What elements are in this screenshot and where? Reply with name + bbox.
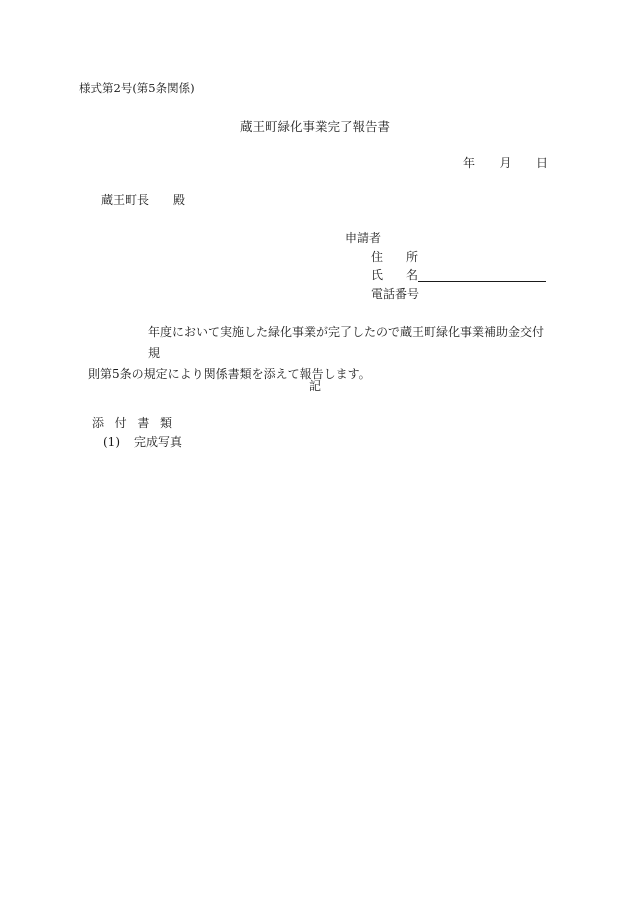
address-label-char-2: 所 (405, 250, 418, 264)
addressee-name: 蔵王町長 (101, 193, 150, 207)
document-title: 蔵王町緑化事業完了報告書 (239, 119, 390, 134)
name-field (371, 269, 546, 282)
report-body-line-1: 年度において実施した緑化事業が完了したので蔵王町緑化事業補助金交付規 (148, 325, 545, 360)
attachments-heading-char-1: 添 (92, 416, 105, 430)
attachments-heading-char-2: 付 (114, 416, 127, 430)
phone-field (371, 288, 419, 300)
attachment-item-number: (1) (103, 435, 120, 449)
report-body-line-2: 則第5条の規定により関係書類を添えて報告します。 (88, 367, 371, 381)
attachments-heading-char-4: 類 (159, 416, 172, 430)
name-label-char-2: 名 (405, 268, 418, 282)
name-label (371, 269, 418, 282)
attachment-item-text: 完成写真 (134, 435, 183, 449)
applicant-label: 申請者 (345, 231, 382, 245)
address-field (371, 251, 418, 263)
address-label (371, 251, 418, 263)
ki-heading: 記 (308, 379, 321, 393)
attachments-heading-char-3: 書 (137, 416, 150, 430)
report-body (88, 322, 553, 385)
attachment-item (103, 436, 182, 448)
address-label-char-1: 住 (371, 250, 384, 264)
addressee-honorific: 殿 (173, 193, 186, 207)
date-line (463, 157, 548, 169)
attachments-heading (92, 417, 172, 429)
addressee (101, 194, 185, 206)
date-year: 年 (463, 156, 476, 170)
name-input-line[interactable] (418, 269, 546, 282)
date-day: 日 (535, 156, 548, 170)
name-label-char-1: 氏 (371, 268, 384, 282)
form-number: 様式第2号(第5条関係) (79, 81, 195, 95)
phone-label: 電話番号 (371, 287, 420, 301)
date-month: 月 (499, 156, 512, 170)
